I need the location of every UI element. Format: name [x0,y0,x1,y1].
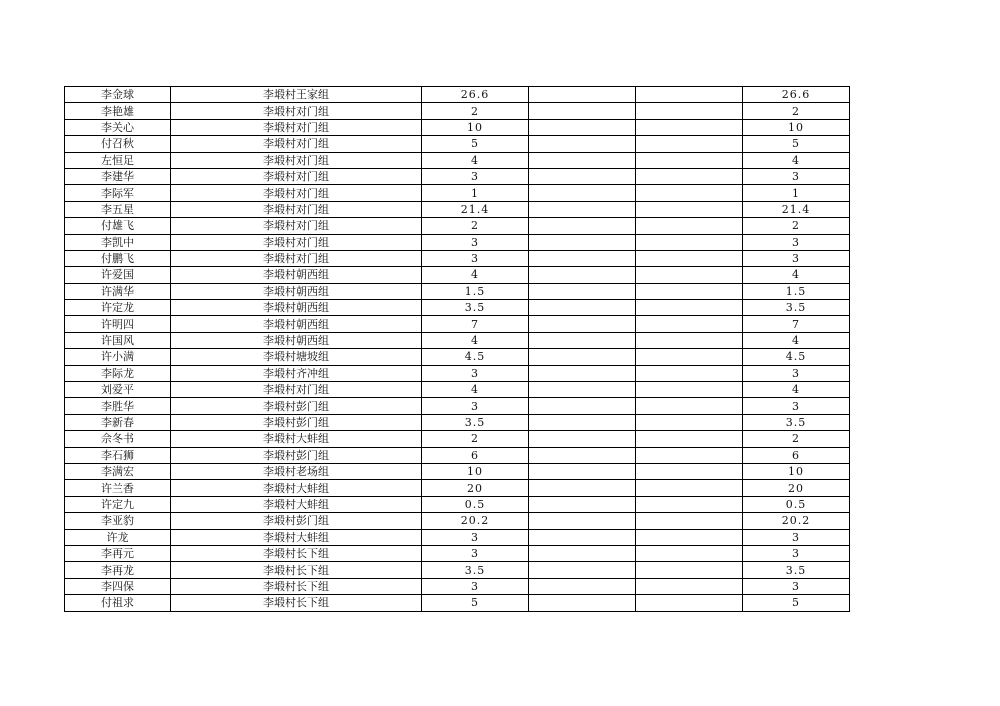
empty-cell [636,480,743,496]
empty-cell [636,250,743,266]
name-cell: 李建华 [65,168,171,184]
total-cell: 21.4 [743,201,850,217]
total-cell: 3 [743,529,850,545]
area-cell: 3.5 [422,300,529,316]
table-row [65,234,850,250]
village-group-cell: 李塅村彭门组 [171,398,422,414]
empty-cell [636,103,743,119]
name-cell: 李金球 [65,87,171,103]
area-cell: 21.4 [422,201,529,217]
village-group-cell: 李塅村塘坡组 [171,349,422,365]
empty-cell [636,595,743,611]
empty-cell [636,332,743,348]
name-cell: 李关心 [65,119,171,135]
village-group-cell: 李塅村对门组 [171,201,422,217]
village-group-cell: 李塅村朝西组 [171,316,422,332]
name-cell: 李际龙 [65,365,171,381]
area-cell: 20.2 [422,513,529,529]
area-cell: 3 [422,234,529,250]
empty-cell [636,562,743,578]
empty-cell [636,218,743,234]
name-cell: 李四保 [65,578,171,594]
area-cell: 1 [422,185,529,201]
name-cell: 李胜华 [65,398,171,414]
name-cell: 许定九 [65,496,171,512]
name-cell: 李亚豹 [65,513,171,529]
total-cell: 3 [743,578,850,594]
name-cell: 许龙 [65,529,171,545]
table-row [65,218,850,234]
empty-cell [529,545,636,561]
empty-cell [636,414,743,430]
table-row [65,316,850,332]
village-group-cell: 李塅村对门组 [171,136,422,152]
village-group-cell: 李塅村齐冲组 [171,365,422,381]
village-group-cell: 李塅村对门组 [171,250,422,266]
empty-cell [636,447,743,463]
area-cell: 3 [422,529,529,545]
empty-cell [529,119,636,135]
village-group-cell: 李塅村长下组 [171,595,422,611]
total-cell: 2 [743,218,850,234]
total-cell: 3 [743,545,850,561]
empty-cell [529,300,636,316]
total-cell: 5 [743,595,850,611]
total-cell: 20 [743,480,850,496]
table-row [65,267,850,283]
total-cell: 2 [743,431,850,447]
empty-cell [636,300,743,316]
empty-cell [636,398,743,414]
name-cell: 付召秋 [65,136,171,152]
area-cell: 4 [422,382,529,398]
table-body [65,87,850,612]
village-group-cell: 李塅村对门组 [171,218,422,234]
table-row [65,152,850,168]
empty-cell [529,496,636,512]
total-cell: 3 [743,168,850,184]
empty-cell [529,87,636,103]
empty-cell [636,234,743,250]
empty-cell [529,218,636,234]
area-cell: 2 [422,218,529,234]
empty-cell [636,496,743,512]
name-cell: 李新春 [65,414,171,430]
empty-cell [636,578,743,594]
village-group-cell: 李塅村对门组 [171,103,422,119]
name-cell: 李际军 [65,185,171,201]
name-cell: 许定龙 [65,300,171,316]
name-cell: 李石狮 [65,447,171,463]
table-row [65,300,850,316]
empty-cell [529,168,636,184]
area-cell: 20 [422,480,529,496]
empty-cell [636,168,743,184]
total-cell: 20.2 [743,513,850,529]
area-cell: 10 [422,463,529,479]
village-group-cell: 李塅村对门组 [171,185,422,201]
table-row [65,545,850,561]
name-cell: 李凯中 [65,234,171,250]
empty-cell [529,250,636,266]
area-cell: 3 [422,398,529,414]
area-cell: 3 [422,545,529,561]
area-cell: 5 [422,136,529,152]
village-group-cell: 李塅村大蚌组 [171,496,422,512]
empty-cell [636,365,743,381]
total-cell: 10 [743,119,850,135]
table-row [65,578,850,594]
name-cell: 许爱国 [65,267,171,283]
empty-cell [529,431,636,447]
table-row [65,283,850,299]
name-cell: 付祖求 [65,595,171,611]
empty-cell [529,283,636,299]
total-cell: 6 [743,447,850,463]
name-cell: 李再龙 [65,562,171,578]
name-cell: 许国风 [65,332,171,348]
area-cell: 4.5 [422,349,529,365]
total-cell: 2 [743,103,850,119]
village-group-cell: 李塅村朝西组 [171,267,422,283]
table-row [65,414,850,430]
area-cell: 10 [422,119,529,135]
empty-cell [529,103,636,119]
empty-cell [529,480,636,496]
empty-cell [529,234,636,250]
village-group-cell: 李塅村长下组 [171,578,422,594]
village-group-cell: 李塅村长下组 [171,545,422,561]
empty-cell [529,201,636,217]
empty-cell [636,201,743,217]
empty-cell [636,529,743,545]
total-cell: 3 [743,398,850,414]
name-cell: 许兰香 [65,480,171,496]
empty-cell [529,185,636,201]
name-cell: 许小满 [65,349,171,365]
area-cell: 1.5 [422,283,529,299]
table-row [65,447,850,463]
empty-cell [636,152,743,168]
name-cell: 李满宏 [65,463,171,479]
village-group-cell: 李塅村对门组 [171,382,422,398]
table-row [65,168,850,184]
table-row [65,398,850,414]
empty-cell [529,578,636,594]
table-row [65,562,850,578]
empty-cell [529,562,636,578]
table-row [65,250,850,266]
table-row [65,136,850,152]
total-cell: 1 [743,185,850,201]
village-group-cell: 李塅村对门组 [171,119,422,135]
table-row [65,365,850,381]
table-row [65,332,850,348]
total-cell: 26.6 [743,87,850,103]
empty-cell [529,332,636,348]
empty-cell [636,119,743,135]
total-cell: 5 [743,136,850,152]
total-cell: 7 [743,316,850,332]
area-cell: 3 [422,578,529,594]
village-group-cell: 李塅村大蚌组 [171,431,422,447]
village-group-cell: 李塅村彭门组 [171,447,422,463]
table-row [65,185,850,201]
empty-cell [529,267,636,283]
name-cell: 许明四 [65,316,171,332]
area-cell: 2 [422,431,529,447]
name-cell: 左恒足 [65,152,171,168]
empty-cell [529,398,636,414]
empty-cell [529,365,636,381]
village-group-cell: 李塅村朝西组 [171,300,422,316]
total-cell: 0.5 [743,496,850,512]
empty-cell [636,87,743,103]
table-row [65,496,850,512]
empty-cell [636,349,743,365]
name-cell: 佘冬书 [65,431,171,447]
total-cell: 4.5 [743,349,850,365]
area-cell: 2 [422,103,529,119]
area-cell: 26.6 [422,87,529,103]
village-group-cell: 李塅村彭门组 [171,414,422,430]
area-cell: 4 [422,267,529,283]
empty-cell [529,382,636,398]
table-row [65,382,850,398]
village-group-cell: 李塅村朝西组 [171,283,422,299]
total-cell: 3.5 [743,562,850,578]
area-cell: 3.5 [422,562,529,578]
total-cell: 3 [743,234,850,250]
village-group-cell: 李塅村大蚌组 [171,480,422,496]
name-cell: 李再元 [65,545,171,561]
empty-cell [636,316,743,332]
table-row [65,201,850,217]
area-cell: 3.5 [422,414,529,430]
name-cell: 刘爱平 [65,382,171,398]
table-row [65,103,850,119]
empty-cell [529,447,636,463]
area-cell: 6 [422,447,529,463]
table-row [65,349,850,365]
empty-cell [529,529,636,545]
table-row [65,463,850,479]
total-cell: 4 [743,267,850,283]
village-group-cell: 李塅村彭门组 [171,513,422,529]
village-group-cell: 李塅村对门组 [171,152,422,168]
empty-cell [529,463,636,479]
table-row [65,87,850,103]
name-cell: 李五星 [65,201,171,217]
empty-cell [529,136,636,152]
name-cell: 付雄飞 [65,218,171,234]
total-cell: 10 [743,463,850,479]
table-row [65,431,850,447]
table-row [65,513,850,529]
empty-cell [529,414,636,430]
empty-cell [529,513,636,529]
empty-cell [636,283,743,299]
total-cell: 4 [743,332,850,348]
total-cell: 3 [743,250,850,266]
table-row [65,119,850,135]
village-group-cell: 李塅村老场组 [171,463,422,479]
total-cell: 4 [743,152,850,168]
total-cell: 1.5 [743,283,850,299]
empty-cell [529,595,636,611]
empty-cell [636,136,743,152]
empty-cell [636,267,743,283]
total-cell: 3.5 [743,300,850,316]
area-cell: 4 [422,332,529,348]
village-group-cell: 李塅村对门组 [171,168,422,184]
empty-cell [636,513,743,529]
name-cell: 李艳雄 [65,103,171,119]
name-cell: 许满华 [65,283,171,299]
total-cell: 3.5 [743,414,850,430]
village-group-cell: 李塅村王家组 [171,87,422,103]
village-group-cell: 李塅村朝西组 [171,332,422,348]
table-row [65,480,850,496]
area-cell: 0.5 [422,496,529,512]
empty-cell [529,152,636,168]
empty-cell [636,545,743,561]
table-row [65,595,850,611]
area-cell: 3 [422,168,529,184]
total-cell: 3 [743,365,850,381]
area-cell: 5 [422,595,529,611]
empty-cell [636,185,743,201]
area-cell: 3 [422,250,529,266]
table-row [65,529,850,545]
village-group-cell: 李塅村对门组 [171,234,422,250]
name-cell: 付鹏飞 [65,250,171,266]
area-cell: 7 [422,316,529,332]
empty-cell [636,463,743,479]
empty-cell [529,316,636,332]
empty-cell [636,431,743,447]
empty-cell [529,349,636,365]
village-group-cell: 李塅村长下组 [171,562,422,578]
area-cell: 4 [422,152,529,168]
data-table [64,86,850,612]
area-cell: 3 [422,365,529,381]
village-group-cell: 李塅村大蚌组 [171,529,422,545]
total-cell: 4 [743,382,850,398]
empty-cell [636,382,743,398]
